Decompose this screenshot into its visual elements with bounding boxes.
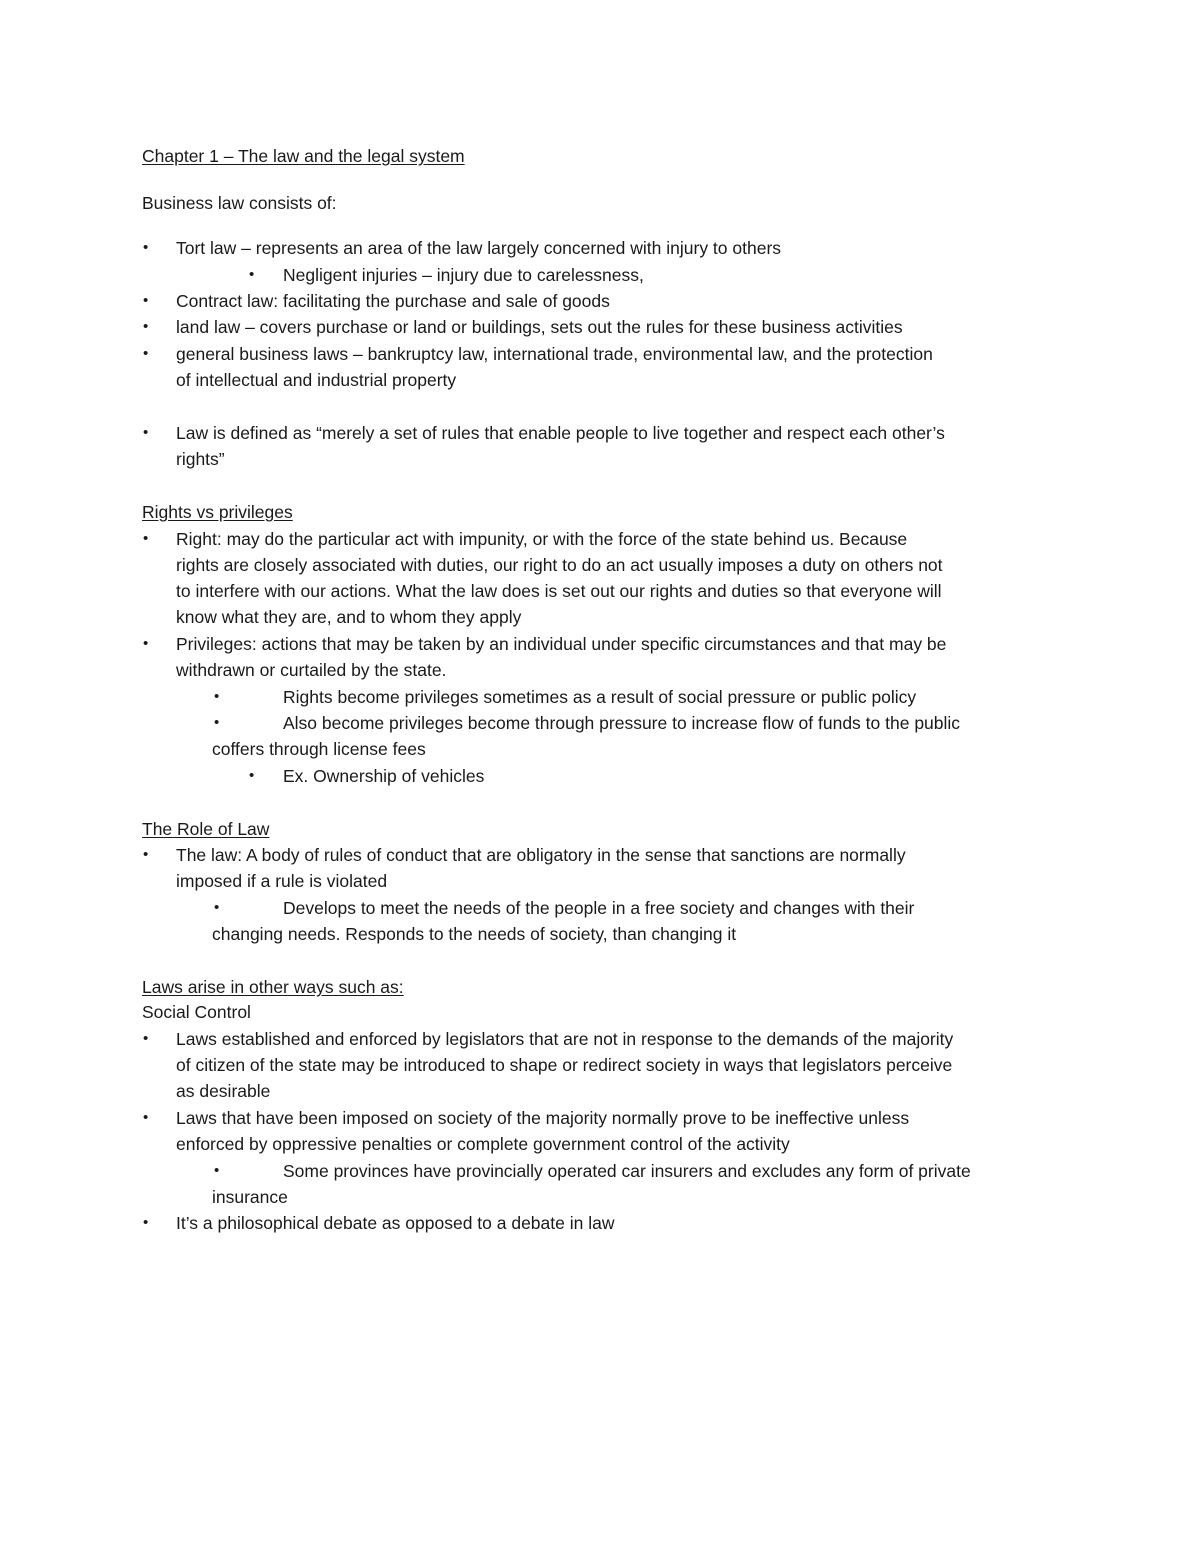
list-item: Rights become privileges sometimes as a result of social pressure or public policy <box>283 687 917 707</box>
bullet-icon: • <box>143 345 149 362</box>
bullet-icon: • <box>143 1109 149 1126</box>
page-title: Chapter 1 – The law and the legal system <box>142 146 465 166</box>
section-heading-rights: Rights vs privileges <box>142 502 293 522</box>
list-item: Develops to meet the needs of the people in a free society and changes with their <box>283 898 915 918</box>
section-heading-role: The Role of Law <box>142 819 270 839</box>
list-item-continued: to interfere with our actions. What the law does is set out our rights and duties so that everyone will <box>176 581 942 601</box>
list-item-continued: imposed if a rule is violated <box>176 871 388 891</box>
list-item: Ex. Ownership of vehicles <box>283 766 485 786</box>
list-item: Contract law: facilitating the purchase and sale of goods <box>176 291 610 311</box>
list-item-continued: enforced by oppressive penalties or complete government control of the activity <box>176 1134 790 1154</box>
list-item-continued: of intellectual and industrial property <box>176 370 457 390</box>
list-item: land law – covers purchase or land or buildings, sets out the rules for these business activities <box>176 317 903 337</box>
bullet-icon: • <box>143 292 149 309</box>
subheading-social-control: Social Control <box>142 1002 251 1022</box>
list-item-continued: know what they are, and to whom they apply <box>176 607 522 627</box>
list-item-continued: as desirable <box>176 1081 271 1101</box>
bullet-icon: • <box>249 266 255 283</box>
bullet-icon: • <box>143 1214 149 1231</box>
list-item: general business laws – bankruptcy law, international trade, environmental law, and the protection <box>176 344 933 364</box>
list-item-continued: rights” <box>176 449 225 469</box>
list-item: It’s a philosophical debate as opposed to a debate in law <box>176 1213 615 1233</box>
list-item: Laws that have been imposed on society of the majority normally prove to be ineffective unless <box>176 1108 910 1128</box>
bullet-icon: • <box>143 318 149 335</box>
intro-text: Business law consists of: <box>142 193 337 213</box>
list-item: Also become privileges become through pressure to increase flow of funds to the public <box>283 713 961 733</box>
list-item: Some provinces have provincially operated car insurers and excludes any form of private <box>283 1161 971 1181</box>
list-item-continued: coffers through license fees <box>212 739 426 759</box>
bullet-icon: • <box>143 424 149 441</box>
bullet-icon: • <box>249 767 255 784</box>
list-item: Tort law – represents an area of the law largely concerned with injury to others <box>176 238 782 258</box>
bullet-icon: • <box>214 714 220 731</box>
bullet-icon: • <box>143 530 149 547</box>
bullet-icon: • <box>214 1162 220 1179</box>
list-item-continued: of citizen of the state may be introduced to shape or redirect society in ways that legislators perceive <box>176 1055 953 1075</box>
bullet-icon: • <box>214 688 220 705</box>
section-heading-other: Laws arise in other ways such as: <box>142 977 404 997</box>
bullet-icon: • <box>143 1030 149 1047</box>
list-item: Negligent injuries – injury due to carelessness, <box>283 265 644 285</box>
list-item-continued: changing needs. Responds to the needs of society, than changing it <box>212 924 737 944</box>
list-item: Laws established and enforced by legislators that are not in response to the demands of the majority <box>176 1029 954 1049</box>
list-item: Law is defined as “merely a set of rules that enable people to live together and respect each other’s <box>176 423 945 443</box>
bullet-icon: • <box>143 239 149 256</box>
bullet-icon: • <box>214 899 220 916</box>
bullet-icon: • <box>143 846 149 863</box>
bullet-icon: • <box>143 635 149 652</box>
list-item-continued: insurance <box>212 1187 288 1207</box>
list-item: Right: may do the particular act with impunity, or with the force of the state behind us. Because <box>176 529 908 549</box>
list-item: The law: A body of rules of conduct that are obligatory in the sense that sanctions are normally <box>176 845 906 865</box>
list-item-continued: withdrawn or curtailed by the state. <box>176 660 447 680</box>
list-item-continued: rights are closely associated with duties, our right to do an act usually imposes a duty on others not <box>176 555 943 575</box>
list-item: Privileges: actions that may be taken by an individual under specific circumstances and that may be <box>176 634 947 654</box>
